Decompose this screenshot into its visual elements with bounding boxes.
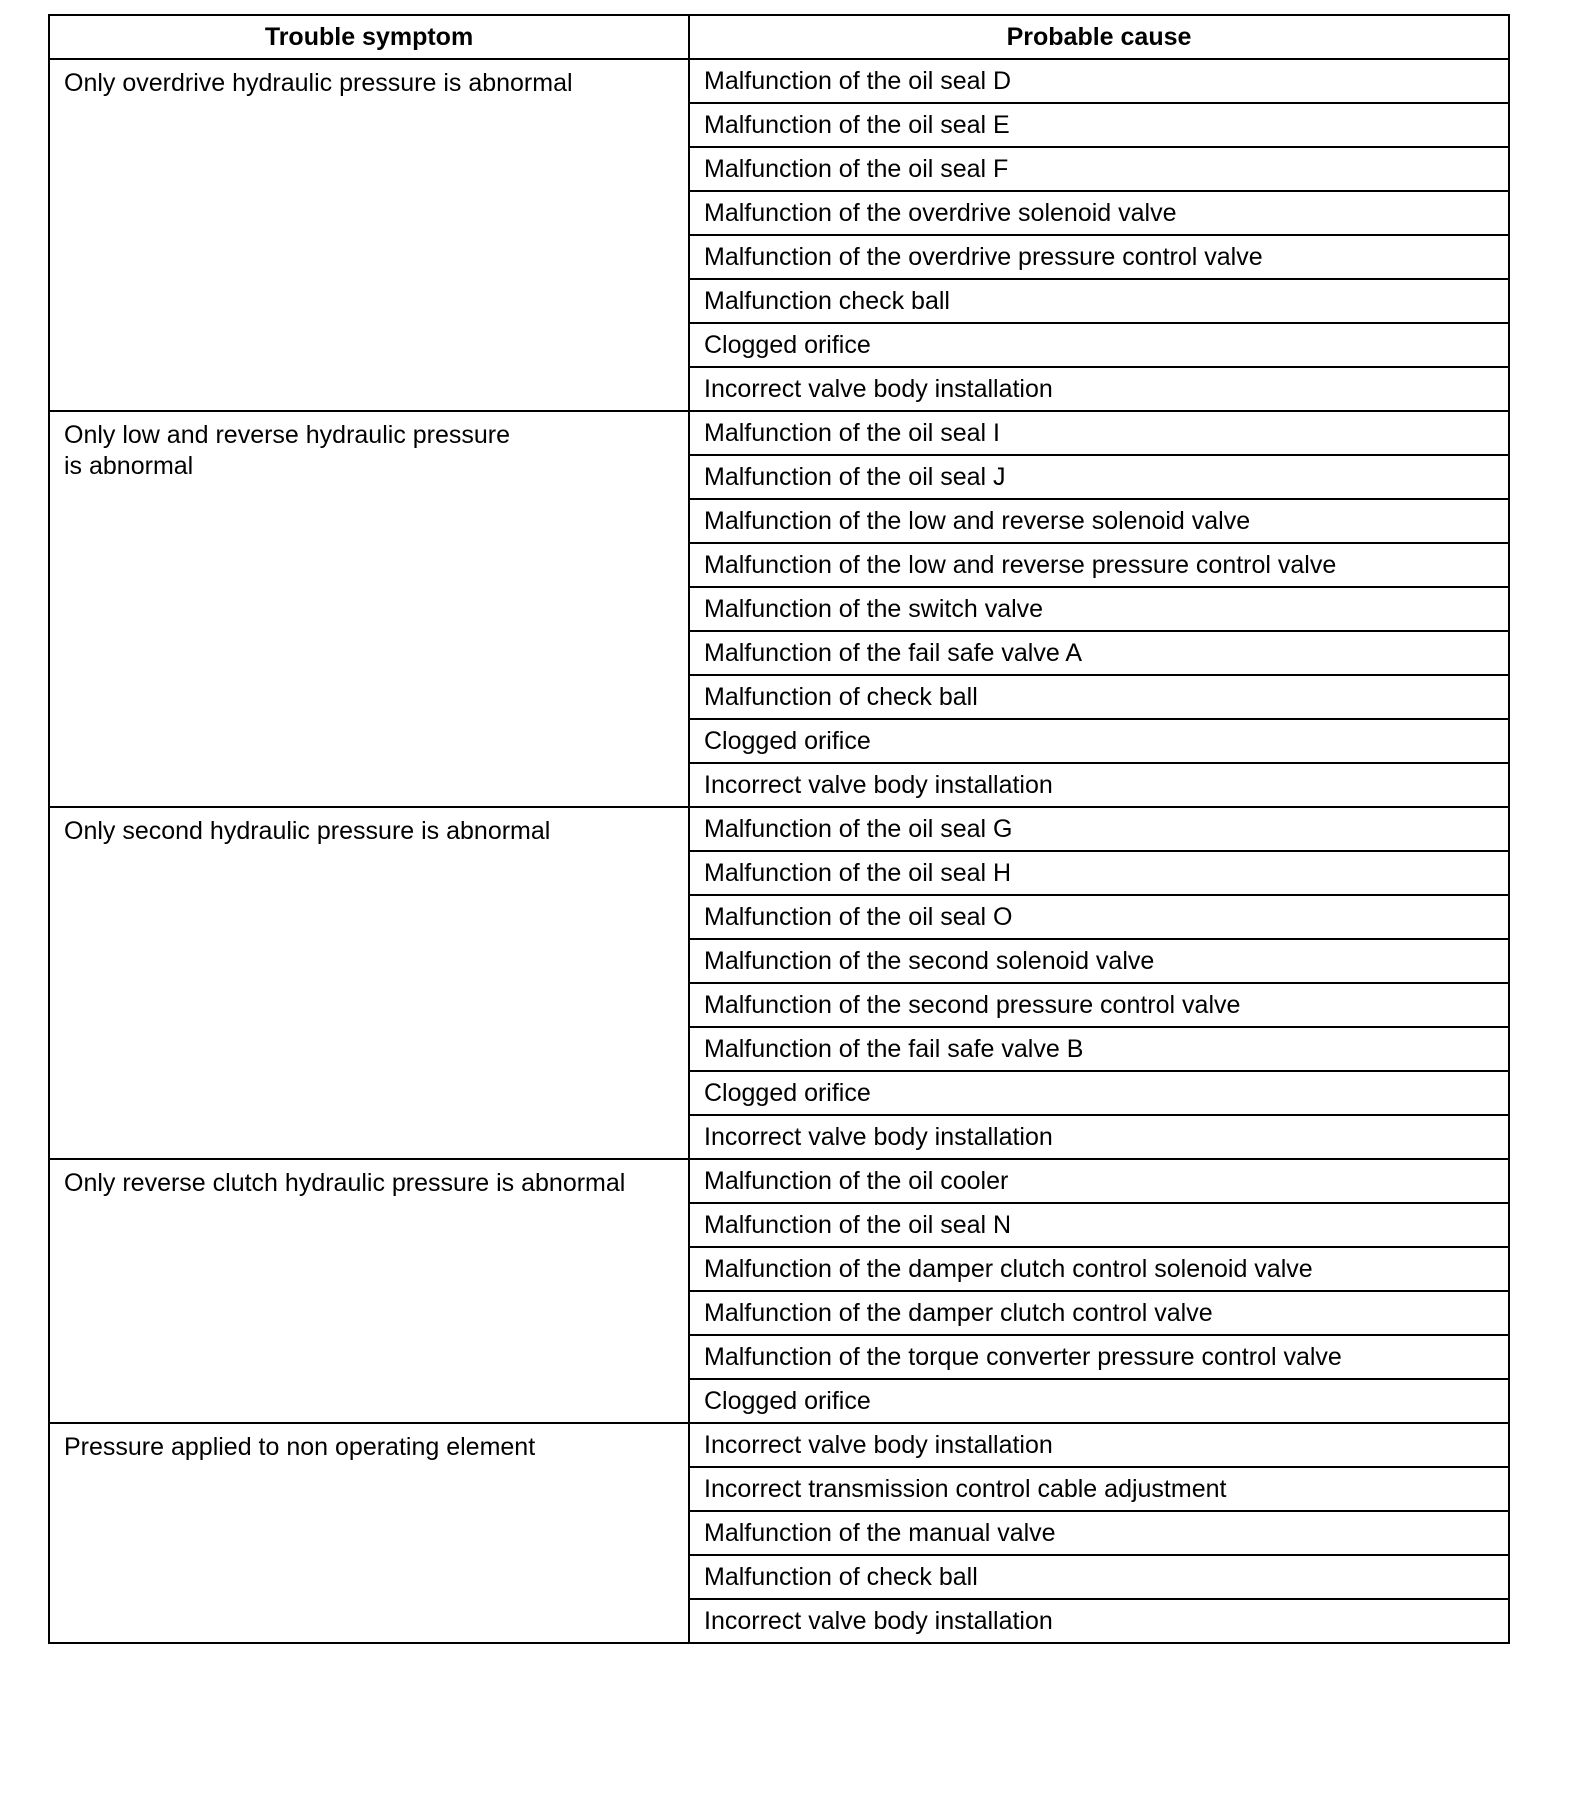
cause-cell: Clogged orifice xyxy=(689,1379,1509,1423)
cause-cell: Malfunction of the oil seal G xyxy=(689,807,1509,851)
cause-cell: Clogged orifice xyxy=(689,719,1509,763)
table-row xyxy=(49,1159,1509,1203)
cause-cell: Malfunction of the manual valve xyxy=(689,1511,1509,1555)
header-probable-cause: Probable cause xyxy=(689,15,1509,59)
cause-cell: Malfunction of the oil seal E xyxy=(689,103,1509,147)
cause-cell: Malfunction of the fail safe valve B xyxy=(689,1027,1509,1071)
cause-cell: Malfunction of the damper clutch control solenoid valve xyxy=(689,1247,1509,1291)
cause-cell: Malfunction of the torque converter pressure control valve xyxy=(689,1335,1509,1379)
cause-cell: Malfunction of the switch valve xyxy=(689,587,1509,631)
symptom-cell: Pressure applied to non operating element xyxy=(49,1423,689,1643)
symptom-cell: Only reverse clutch hydraulic pressure is abnormal xyxy=(49,1159,689,1423)
cause-cell: Malfunction of the damper clutch control valve xyxy=(689,1291,1509,1335)
table-row xyxy=(49,807,1509,851)
cause-cell: Incorrect valve body installation xyxy=(689,367,1509,411)
cause-cell: Malfunction of the oil seal F xyxy=(689,147,1509,191)
cause-cell: Clogged orifice xyxy=(689,323,1509,367)
table-header xyxy=(49,15,1509,59)
symptom-cell: Only second hydraulic pressure is abnormal xyxy=(49,807,689,1159)
table-body xyxy=(49,59,1509,1643)
cause-cell: Malfunction of the oil seal O xyxy=(689,895,1509,939)
table-row xyxy=(49,1423,1509,1467)
cause-cell: Malfunction of check ball xyxy=(689,1555,1509,1599)
cause-cell: Malfunction of the second pressure control valve xyxy=(689,983,1509,1027)
cause-cell: Malfunction of the oil seal D xyxy=(689,59,1509,103)
cause-cell: Incorrect valve body installation xyxy=(689,763,1509,807)
header-trouble-symptom: Trouble symptom xyxy=(49,15,689,59)
cause-cell: Incorrect valve body installation xyxy=(689,1115,1509,1159)
cause-cell: Incorrect valve body installation xyxy=(689,1599,1509,1643)
cause-cell: Malfunction of the oil seal H xyxy=(689,851,1509,895)
cause-cell: Malfunction check ball xyxy=(689,279,1509,323)
cause-cell: Malfunction of the oil seal J xyxy=(689,455,1509,499)
header-row xyxy=(49,15,1509,59)
cause-cell: Malfunction of the low and reverse solenoid valve xyxy=(689,499,1509,543)
cause-cell: Malfunction of the overdrive pressure control valve xyxy=(689,235,1509,279)
cause-cell: Malfunction of the oil seal I xyxy=(689,411,1509,455)
symptom-cell: Only low and reverse hydraulic pressure is abnormal xyxy=(49,411,689,807)
cause-cell: Malfunction of the oil seal N xyxy=(689,1203,1509,1247)
cause-cell: Incorrect transmission control cable adjustment xyxy=(689,1467,1509,1511)
cause-cell: Malfunction of the oil cooler xyxy=(689,1159,1509,1203)
symptom-cell: Only overdrive hydraulic pressure is abnormal xyxy=(49,59,689,411)
trouble-table xyxy=(48,14,1510,1644)
table-row xyxy=(49,411,1509,455)
cause-cell: Malfunction of the fail safe valve A xyxy=(689,631,1509,675)
table-row xyxy=(49,59,1509,103)
cause-cell: Malfunction of the overdrive solenoid valve xyxy=(689,191,1509,235)
cause-cell: Malfunction of the second solenoid valve xyxy=(689,939,1509,983)
cause-cell: Incorrect valve body installation xyxy=(689,1423,1509,1467)
cause-cell: Clogged orifice xyxy=(689,1071,1509,1115)
cause-cell: Malfunction of the low and reverse pressure control valve xyxy=(689,543,1509,587)
cause-cell: Malfunction of check ball xyxy=(689,675,1509,719)
